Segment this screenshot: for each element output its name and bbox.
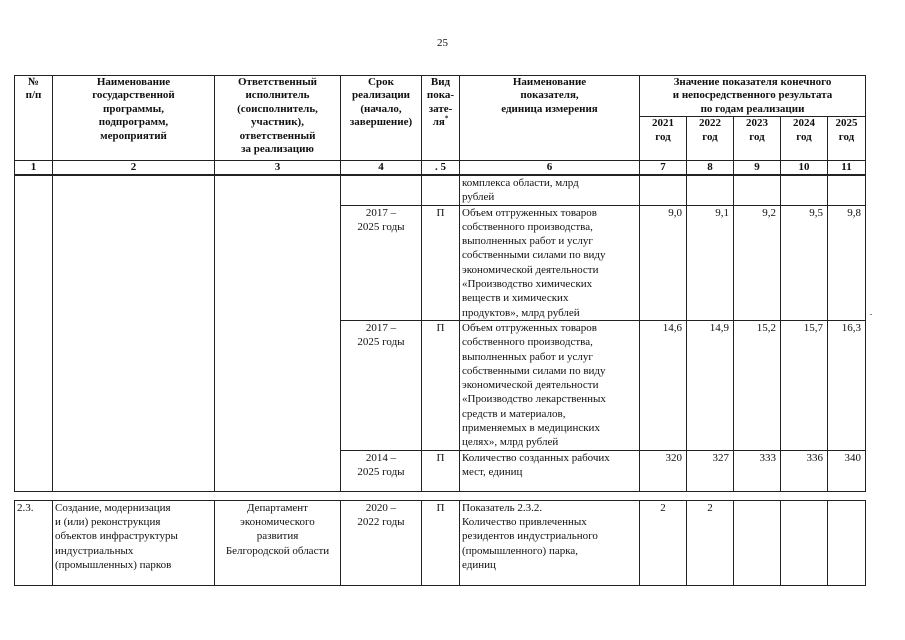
header-num: № п/п [15,76,53,161]
column-number: 7 [640,161,687,176]
cell-value-2022: 14,9 [687,320,734,450]
column-numbers-row [15,161,866,176]
cell-period [341,175,422,205]
cell-section-responsible: Департамент экономического развития Белгородской области [215,500,341,585]
cell-value-2023 [734,500,781,585]
header-row [15,76,866,117]
footnote-mark: * [444,114,449,123]
cell-indicator-type: П [422,500,460,585]
header-year-2022: 2022 год [687,117,734,161]
column-number: 8 [687,161,734,176]
cell-value-2021: 9,0 [640,205,687,320]
column-number: 3 [215,161,341,176]
header-indicator-name: Наименование показателя, единица измерения [460,76,640,161]
cell-value-2022: 327 [687,450,734,491]
cell-value-2022: 2 [687,500,734,585]
cell-value-2023 [734,175,781,205]
column-number: 9 [734,161,781,176]
cell-value-2022 [687,175,734,205]
cell-indicator-name: Показатель 2.3.2. Количество привлеченных резидентов индустриального (промышленного) парка, единиц [460,500,640,585]
table-row [15,175,866,205]
cell-indicator-type [422,175,460,205]
column-number: 6 [460,161,640,176]
cell-value-2021: 320 [640,450,687,491]
cell-value-2023: 333 [734,450,781,491]
cell-value-2025: 16,3 [828,320,866,450]
cell-responsible-empty [215,175,341,491]
header-period: Срок реализации (начало, завершение) [341,76,422,161]
header-values-group: Значение показателя конечного и непосредственного результата по годам реализации [640,76,866,117]
spacer-cell [15,491,866,500]
header-program-name: Наименование государственной программы, подпрограмм, мероприятий [53,76,215,161]
cell-value-2021: 2 [640,500,687,585]
cell-indicator-type: П [422,205,460,320]
cell-num-empty [15,175,53,491]
cell-period: 2014 – 2025 годы [341,450,422,491]
cell-value-2021 [640,175,687,205]
cell-value-2024: 15,7 [781,320,828,450]
column-number: 11 [828,161,866,176]
header-year-2021: 2021 год [640,117,687,161]
cell-indicator-type: П [422,320,460,450]
header-year-2023: 2023 год [734,117,781,161]
cell-value-2024: 9,5 [781,205,828,320]
scan-speck [870,314,872,315]
cell-section-num: 2.3. [15,500,53,585]
indicator-table [14,75,866,586]
column-number: 4 [341,161,422,176]
cell-value-2025 [828,500,866,585]
cell-value-2023: 15,2 [734,320,781,450]
column-number: . 5 [422,161,460,176]
column-number: 2 [53,161,215,176]
header-responsible: Ответственный исполнитель (соисполнитель, участник), ответственный за реализацию [215,76,341,161]
cell-indicator-name: Объем отгруженных товаров собственного производства, выполненных работ и услуг собственными силами по виду экономической деятельности «Производство лекарственных средств и материалов, применяемых в медицинских целях», млрд рублей [460,320,640,450]
cell-value-2021: 14,6 [640,320,687,450]
cell-value-2022: 9,1 [687,205,734,320]
table-row [15,500,866,585]
page-number: 25 [437,37,448,49]
cell-value-2024: 336 [781,450,828,491]
header-year-2025: 2025 год [828,117,866,161]
cell-value-2024 [781,175,828,205]
column-number: 1 [15,161,53,176]
header-year-2024: 2024 год [781,117,828,161]
cell-indicator-name: Количество созданных рабочих мест, единиц [460,450,640,491]
cell-indicator-name: комплекса области, млрд рублей [460,175,640,205]
header-indicator-type: Вид пока- зате- ля* [422,76,460,161]
cell-period: 2017 – 2025 годы [341,205,422,320]
cell-section-name: Создание, модернизация и (или) реконструкция объектов инфраструктуры индустриальных (промышленных) парков [53,500,215,585]
cell-indicator-name: Объем отгруженных товаров собственного производства, выполненных работ и услуг собственными силами по виду экономической деятельности «Производство химических веществ и химических продуктов», млрд рублей [460,205,640,320]
cell-period: 2017 – 2025 годы [341,320,422,450]
cell-indicator-type: П [422,450,460,491]
cell-value-2025 [828,175,866,205]
column-number: 10 [781,161,828,176]
cell-value-2024 [781,500,828,585]
cell-value-2025: 340 [828,450,866,491]
cell-value-2023: 9,2 [734,205,781,320]
spacer-row [15,491,866,500]
cell-period: 2020 – 2022 годы [341,500,422,585]
cell-program-empty [53,175,215,491]
cell-value-2025: 9,8 [828,205,866,320]
